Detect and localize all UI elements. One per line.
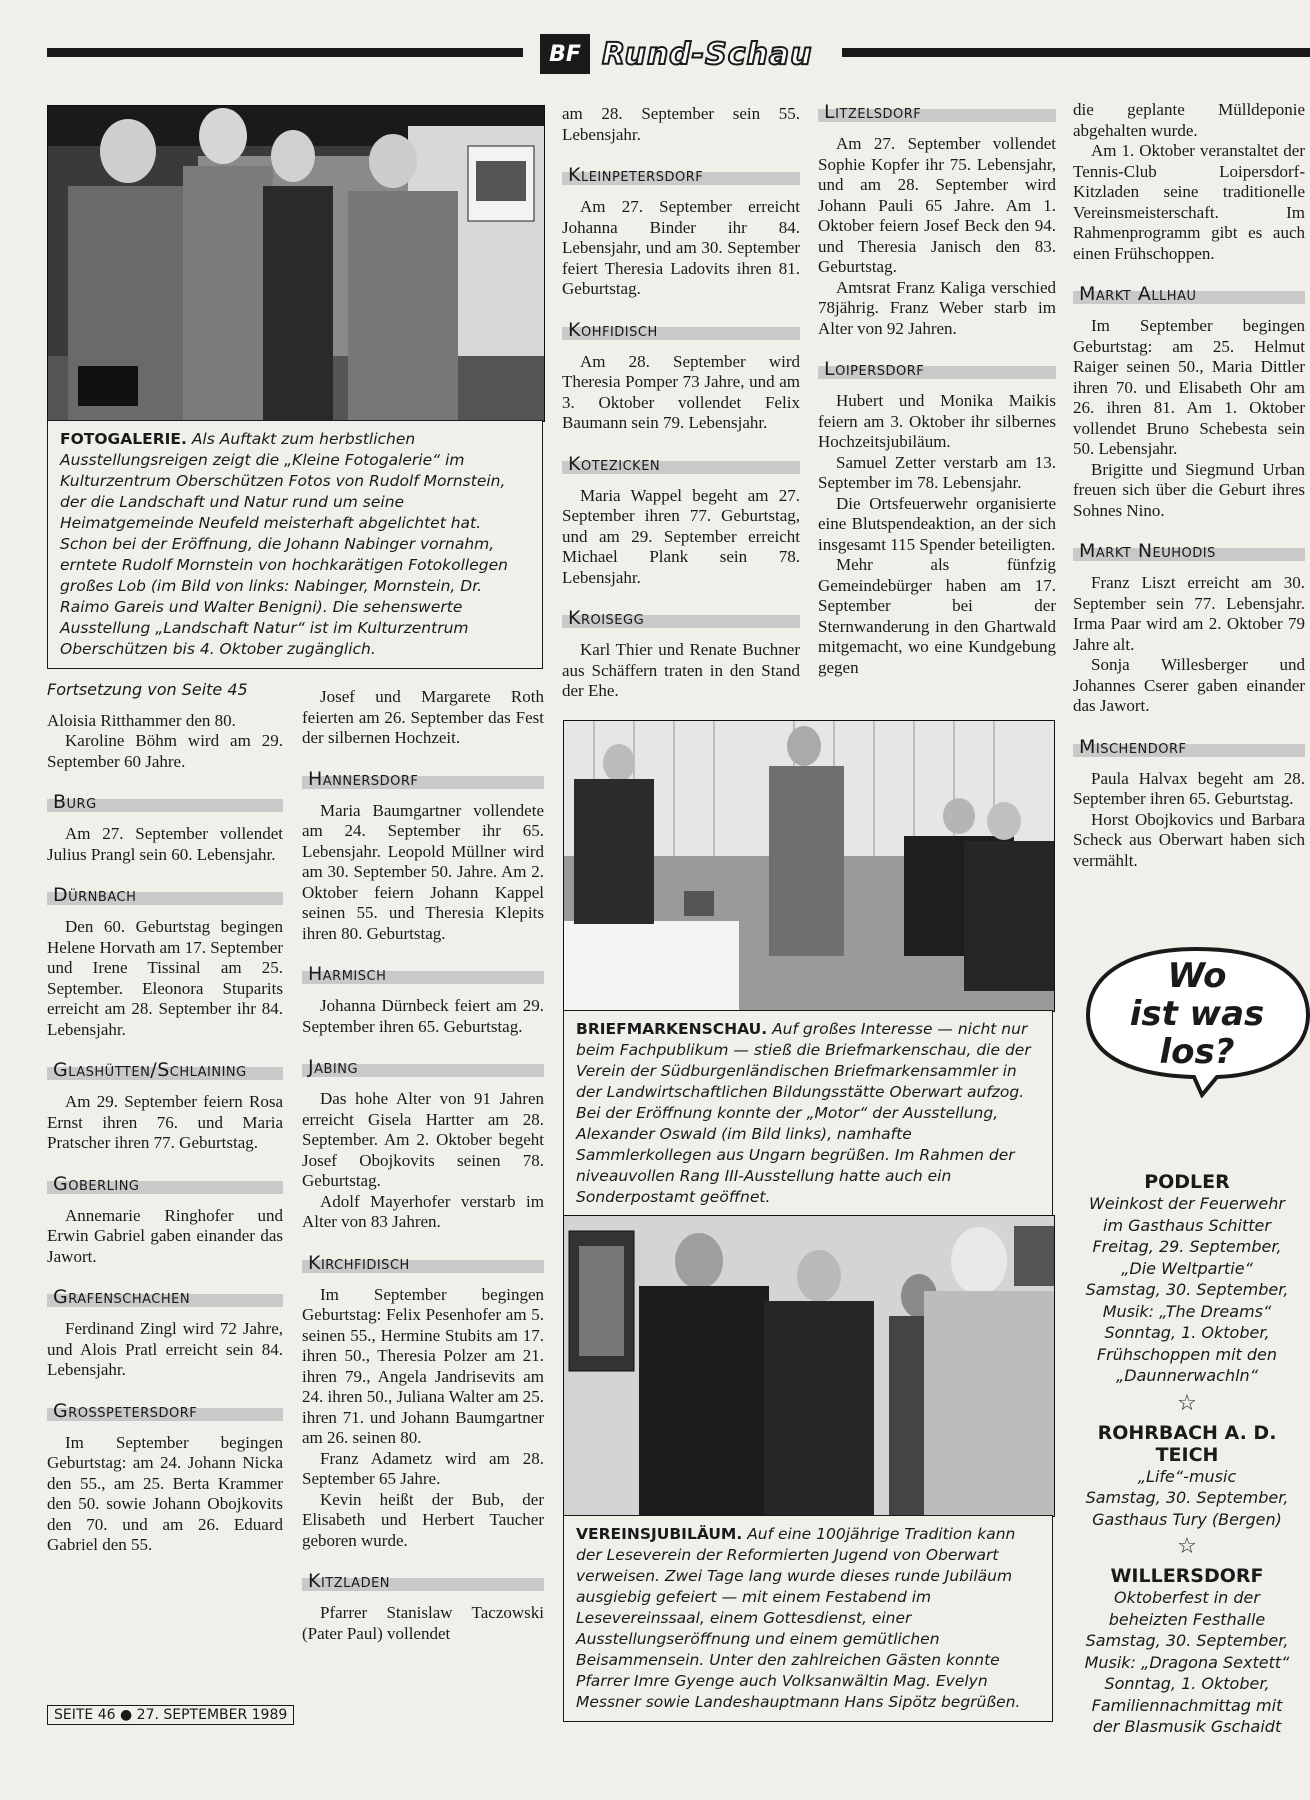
section-heading: Markt Neuhodis (1073, 541, 1305, 563)
paragraph: Karoline Böhm wird am 29. September 60 Jahre. (47, 731, 283, 771)
section-heading: Mischendorf (1073, 737, 1305, 759)
paragraph: die geplante Mülldeponie abgehalten wurde. (1073, 100, 1305, 140)
photo-vereinsjubilaeum-image (564, 1216, 1054, 1516)
event-line: „Die Weltpartie“ (1121, 1258, 1253, 1278)
section-heading: Glashütten/Schlaining (47, 1060, 283, 1082)
paragraph: Franz Liszt erreicht am 30. September sein 77. Lebensjahr. Irma Paar wird am 2. Oktober 79 Jahre alt. (1073, 573, 1305, 654)
caption-fotogalerie (47, 420, 543, 669)
star-icon: ☆ (1177, 1390, 1197, 1416)
bubble-line: ist was (1129, 994, 1265, 1034)
column-3 (562, 104, 800, 702)
paragraph: Franz Adametz wird am 28. September 65 Jahre. (302, 1448, 544, 1488)
paragraph: Hubert und Monika Maikis feiern am 3. Oktober ihr silbernes Hochzeitsjubiläum. (818, 391, 1056, 451)
paragraph: Im September begingen Geburtstag: am 25. Helmut Raiger seinen 50., Maria Dittler ihren 70. und Elisabeth Ohr am 26. ihren 81. Am 1. Oktober vollendet Bruno Schebesta sein 50. Lebensjahr. (1073, 316, 1305, 458)
event-line: Weinkost der Feuerwehr (1089, 1194, 1285, 1213)
paragraph: Maria Baumgartner vollendete am 24. September ihr 65. Lebensjahr. Leopold Müllner wird am 30. September 50. Jahre. Am 2. Oktober feiern Johann Kappel seinen 55. und Theresia Klepits ihren 80. Geburtstag. (302, 800, 544, 943)
event-line: „Life“-music (1137, 1466, 1237, 1486)
section-title: Rund-Schau (602, 36, 813, 72)
paragraph: Am 1. Oktober veranstaltet der Tennis-Club Loipersdorf-Kitzladen seine traditionelle Vereinsmeisterschaft. Im Rahmenprogramm gibt es auch einen Frühschoppen. (1073, 141, 1305, 263)
event-line: Samstag, 30. September, (1085, 1488, 1289, 1507)
paragraph: Ferdinand Zingl wird 72 Jahre, und Alois Pratl erreicht sein 84. Lebensjahr. (47, 1319, 283, 1379)
paragraph: Am 27. September erreicht Johanna Binder ihr 84. Lebensjahr, und am 30. September feiert Theresia Ladovits ihren 81. Geburtstag. (562, 197, 800, 298)
event-line: Samstag, 30. September, (1085, 1631, 1289, 1650)
event-line: „Daunnerwachln“ (1116, 1366, 1258, 1385)
paragraph: Kevin heißt der Bub, der Elisabeth und Herbert Taucher geboren wurde. (302, 1489, 544, 1550)
bubble-line: Wo (1167, 956, 1227, 996)
paragraph: Den 60. Geburtstag begingen Helene Horvath am 17. September und Irene Tissinal am 25. September. Eleonora Stuparits erreicht am 28. September ihr 84. Lebensjahr. (47, 917, 283, 1039)
section-heading: Burg (47, 792, 283, 814)
paragraph: Im September begingen Geburtstag: am 24. Johann Nicka den 55., am 25. Berta Krammer den 50. sowie Johann Obojkovits den 70. und am 26. Eduard Gabriel den 55. (47, 1432, 283, 1554)
section-heading: Dürnbach (47, 885, 283, 907)
bullet-icon: ● (119, 1707, 133, 1723)
event-line: Gasthaus Tury (Bergen) (1092, 1509, 1282, 1529)
section-heading: Grosspetersdorf (47, 1401, 283, 1423)
wo-ist-was-los-bubble (1082, 943, 1310, 1098)
event-line: der Blasmusik Gschaidt (1092, 1717, 1282, 1736)
section-heading: Kitzladen (302, 1571, 544, 1593)
masthead-rule-left (47, 48, 523, 57)
event-place: WILLERSDORF (1110, 1565, 1264, 1587)
paragraph: Das hohe Alter von 91 Jahren erreicht Gisela Hartter am 28. September. Am 2. Oktober begeht Josef Obojkovits seinen 78. Geburtstag. (302, 1089, 544, 1190)
paragraph: Amtsrat Franz Kaliga verschied 78jährig. Franz Weber starb im Alter von 92 Jahren. (818, 277, 1056, 338)
paragraph: Karl Thier und Renate Buchner aus Schäffern traten in den Stand der Ehe. (562, 640, 800, 700)
section-heading: Kohfidisch (562, 320, 800, 342)
paragraph: Aloisia Ritthammer den 80. (47, 710, 236, 730)
photo-briefmarkenschau-image (564, 721, 1054, 1011)
section-heading: Loipersdorf (818, 359, 1056, 381)
event-line: Freitag, 29. September, (1092, 1237, 1282, 1256)
column-5 (1073, 100, 1305, 871)
caption-fotogalerie-title: FOTOGALERIE. (60, 430, 187, 448)
section-heading: Grafenschachen (47, 1287, 283, 1309)
photo-briefmarkenschau (563, 720, 1055, 1012)
column-4 (818, 96, 1056, 678)
event-line: Familiennachmittag mit (1091, 1695, 1283, 1715)
paragraph: Im September begingen Geburtstag: Felix Pesenhofer am 5. seinen 55., Hermine Stubits am 17. ihren 50., Theresia Polzer am 21. ihren 79., Angela Jandrisevits am 24. ihren 50., Juliana Walter am 25. ihren 71. und Johann Baumgartner am 26. seinen 80. (302, 1284, 544, 1447)
event-line: Frühschoppen mit den (1096, 1344, 1278, 1364)
masthead-rule-right (842, 48, 1310, 57)
paragraph: Am 27. September vollendet Sophie Kopfer ihr 75. Lebensjahr, und am 28. September wird Johann Pauli 65 Jahre. Am 1. Oktober feiern Josef Beck den 94. und Theresia Janisch den 83. Geburtstag. (818, 134, 1056, 276)
issue-date: 27. SEPTEMBER 1989 (136, 1707, 288, 1723)
paragraph: Brigitte und Siegmund Urban freuen sich über die Geburt ihres Sohnes Nino. (1073, 459, 1305, 520)
caption-briefmarkenschau (563, 1010, 1053, 1217)
column-2 (302, 687, 544, 1644)
paragraph: Horst Obojkovics und Barbara Scheck aus Oberwart haben sich vermählt. (1073, 809, 1305, 870)
caption-verein-text: Auf eine 100jährige Tradition kann der Leseverein der Reformierten Jugend von Oberwart verweisen. Zwei Tage lang wurde dieses runde Jubiläum ausgiebig gefeiert — mit einem Festabend im Lesevereinssaal, einem Gottesdienst, einer Ausstellungseröffnung und einem gemütlichen Beisammensein. Unter den zahlreichen Gästen konnte Pfarrer Imre Gyenge auch Volksanwältin Mag. Evelyn Messner sowie Landeshauptmann Hans Sipötz begrüßen. (576, 1525, 1021, 1711)
event-line: Musik: „The Dreams“ (1102, 1301, 1272, 1321)
caption-briefmarken-text: Auf großes Interesse — nicht nur beim Fachpublikum — stieß die Briefmarkenschau, die der Verein der Südburgenländischen Briefmarkensammler in der Landwirtschaftlichen Bildungsstätte Oberwart aufzog. Bei der Eröffnung konnte der „Motor“ der Ausstellung, Alexander Oswald (im Bild links), namhafte Sammlerkollegen aus Ungarn begrüßen. Im Rahmen der niveauvollen Rang III-Ausstellung hatte auch ein Sonderpostamt geöffnet. (576, 1020, 1031, 1206)
paragraph: Sonja Willesberger und Johannes Cserer gaben einander das Jawort. (1073, 655, 1305, 715)
page-footer (47, 1705, 294, 1725)
photo-fotogalerie-image (48, 106, 544, 421)
event-line: Musik: „Dragona Sextett“ (1084, 1652, 1290, 1672)
caption-briefmarken-title: BRIEFMARKENSCHAU. (576, 1020, 768, 1038)
paragraph: Annemarie Ringhofer und Erwin Gabriel gaben einander das Jawort. (47, 1205, 283, 1266)
bf-logo: BF (540, 34, 590, 74)
paragraph: Die Ortsfeuerwehr organisierte eine Blutspendeaktion, an der sich insgesamt 115 Spender beteiligten. (818, 493, 1056, 554)
star-icon: ☆ (1177, 1534, 1197, 1559)
event-line: Samstag, 30. September, (1085, 1280, 1289, 1299)
paragraph: Johanna Dürnbeck feiert am 29. September ihren 65. Geburtstag. (302, 996, 544, 1036)
fortsetzung-note: Fortsetzung von Seite 45 (47, 680, 248, 699)
paragraph: Maria Wappel begeht am 27. September ihren 77. Geburtstag, und am 29. September erreicht Michael Plank sein 78. Lebensjahr. (562, 485, 800, 587)
section-heading: Kirchfidisch (302, 1253, 544, 1275)
section-heading: Kroisegg (562, 608, 800, 630)
paragraph: Am 29. September feiern Rosa Ernst ihren 76. und Maria Pratscher ihren 77. Geburtstag. (47, 1092, 283, 1152)
caption-vereinsjubilaeum (563, 1515, 1053, 1722)
section-heading: Kleinpetersdorf (562, 165, 800, 187)
event-place: ROHRBACH A. D. TEICH (1097, 1421, 1277, 1466)
masthead-logo (540, 35, 830, 73)
section-heading: Kotezicken (562, 454, 800, 476)
paragraph: Adolf Mayerhofer verstarb im Alter von 83 Jahren. (302, 1191, 544, 1231)
paragraph: Paula Halvax begeht am 28. September ihren 65. Geburtstag. (1073, 768, 1305, 808)
events-list (1072, 1165, 1302, 1738)
photo-vereinsjubilaeum (563, 1215, 1055, 1517)
event-line: Oktoberfest in der (1114, 1588, 1260, 1607)
paragraph: Mehr als fünfzig Gemeindebürger haben am 17. September bei der Sternwanderung in den Ghartwald mitgemacht, wo eine Kundgebung gegen (818, 555, 1056, 677)
section-heading: Markt Allhau (1073, 284, 1305, 306)
paragraph: Am 28. September wird Theresia Pomper 73 Jahre, und am 3. Oktober vollendet Felix Baumann sein 79. Lebensjahr. (562, 351, 800, 432)
event-line: im Gasthaus Schitter (1103, 1215, 1271, 1235)
caption-verein-title: VEREINSJUBILÄUM. (576, 1525, 743, 1543)
section-heading: Harmisch (302, 964, 544, 986)
event-line: Sonntag, 1. Oktober, (1104, 1323, 1270, 1342)
caption-fotogalerie-text: Als Auftakt zum herbstlichen Ausstellungsreigen zeigt die „Kleine Fotogalerie“ im Kulturzentrum Oberschützen Fotos von Rudolf Mornstein, der die Landschaft und Natur rund um seine Heimatgemeinde Neufeld meisterhaft abgelichtet hat. Schon bei der Eröffnung, die Johann Nabinger vornahm, erntete Rudolf Mornstein von hochkarätigen Fotokollegen großes Lob (im Bild von links: Nabinger, Mornstein, Dr. Raimo Gareis und Walter Benigni). Die sehenswerte Ausstellung „Landschaft Natur“ ist im Kulturzentrum Oberschützen bis 4. Oktober zugänglich. (60, 430, 508, 658)
paragraph: am 28. September sein 55. Lebensjahr. (562, 104, 800, 144)
bubble-line: los? (1159, 1032, 1235, 1072)
section-heading: Goberling (47, 1174, 283, 1196)
paragraph: Am 27. September vollendet Julius Prangl sein 60. Lebensjahr. (47, 824, 283, 864)
paragraph: Josef und Margarete Roth feierten am 26. September das Fest der silbernen Hochzeit. (302, 687, 544, 747)
column-1 (47, 680, 283, 1556)
event-line: Sonntag, 1. Oktober, (1104, 1674, 1270, 1693)
section-heading: Litzelsdorf (818, 102, 1056, 124)
paragraph: Pfarrer Stanislaw Taczowski (Pater Paul) vollendet (302, 1603, 544, 1643)
event-place: PODLER (1144, 1171, 1230, 1193)
photo-fotogalerie (47, 105, 545, 422)
section-heading: Jabing (302, 1057, 544, 1079)
page-number: SEITE 46 (54, 1707, 116, 1723)
event-line: beheizten Festhalle (1108, 1609, 1266, 1629)
paragraph: Samuel Zetter verstarb am 13. September im 78. Lebensjahr. (818, 452, 1056, 492)
section-heading: Hannersdorf (302, 769, 544, 791)
